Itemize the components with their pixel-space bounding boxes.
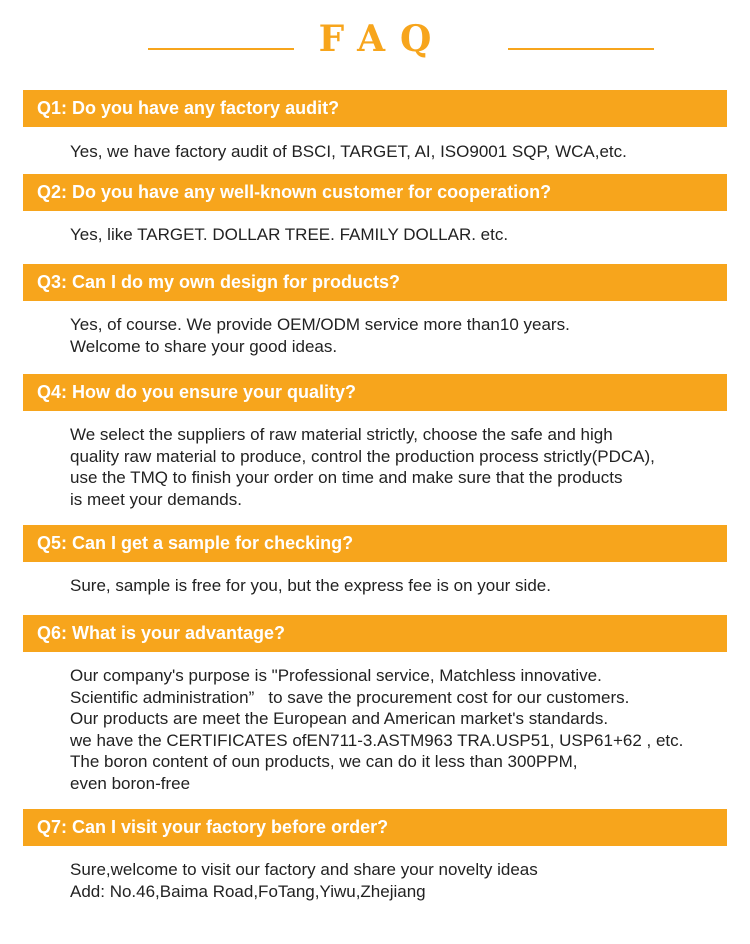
question-5: Q5: Can I get a sample for checking?: [23, 525, 727, 562]
question-7: Q7: Can I visit your factory before order?: [23, 809, 727, 846]
answer-1: Yes, we have factory audit of BSCI, TARGET, AI, ISO9001 SQP, WCA,etc.: [70, 142, 627, 161]
question-6: Q6: What is your advantage?: [23, 615, 727, 652]
answer-5: Sure, sample is free for you, but the express fee is on your side.: [70, 576, 551, 595]
page-title: FAQ: [318, 18, 447, 60]
answer-3: Yes, of course. We provide OEM/ODM service more than10 years. Welcome to share your good ideas.: [70, 315, 570, 356]
header-left-divider: [148, 48, 294, 50]
question-3: Q3: Can I do my own design for products?: [23, 264, 727, 301]
answer-4: We select the suppliers of raw material strictly, choose the safe and high quality raw material to produce, control the production process strictly(PDCA), use the TMQ to finish your order on time and make sure that the products is meet your demands.: [70, 425, 655, 509]
question-2: Q2: Do you have any well-known customer for cooperation?: [23, 174, 727, 211]
answer-2: Yes, like TARGET. DOLLAR TREE. FAMILY DOLLAR. etc.: [70, 225, 509, 244]
faq-header: [0, 0, 750, 80]
question-1: Q1: Do you have any factory audit?: [23, 90, 727, 127]
question-4: Q4: How do you ensure your quality?: [23, 374, 727, 411]
answer-6: Our company's purpose is "Professional service, Matchless innovative. Scientific administration” to save the procurement cost for our customers. Our products are meet the European and American market's standards. we have the CERTIFICATES ofEN711-3.ASTM963 TRA.USP51, USP61+62 , etc. The boron content of oun products, we can do it less than 300PPM, even boron-free: [70, 666, 684, 793]
answer-7: Sure,welcome to visit our factory and share your novelty ideas Add: No.46,Baima Road,FoTang,Yiwu,Zhejiang: [70, 860, 538, 901]
header-right-divider: [508, 48, 654, 50]
